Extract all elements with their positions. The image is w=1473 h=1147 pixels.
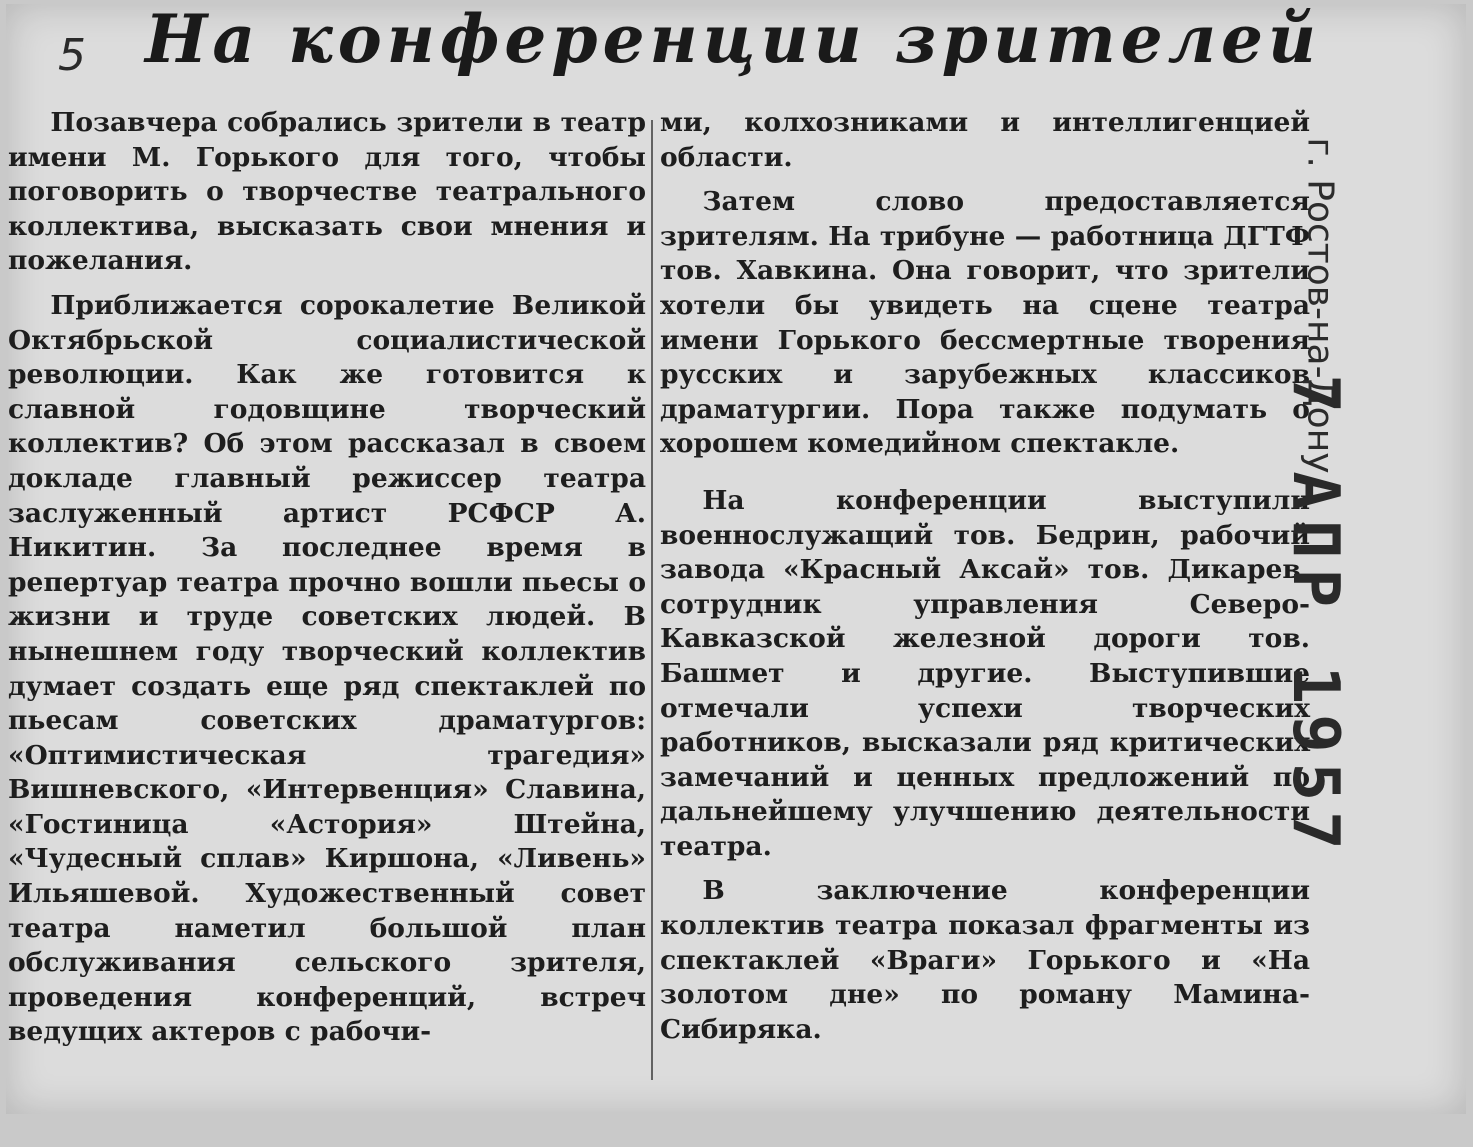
column-divider <box>651 120 653 1080</box>
article-left-column <box>8 106 646 1050</box>
paragraph: Приближается сорокалетие Великой Октябрьской социалистической революции. Как же готовится к славной годовщине творческий коллектив? Об этом рассказал в своем докладе главный режиссер театра заслуженный артист РСФСР А. Никитин. За последнее время в репертуар театра прочно вошли пьесы о жизни и труде советских людей. В нынешнем году творческий коллектив думает создать еще ряд спектаклей по пьесам советских драматургов: «Оптимистическая трагедия» Вишневского, «Интервенция» Славина, «Гостиница «Астория» Штейна, «Чудесный сплав» Киршона, «Ливень» Ильяшевой. Художественный совет театра наметил большой план обслуживания сельского зрителя, проведения конференций, встреч ведущих актеров с рабочи- <box>8 289 646 1048</box>
paragraph: На конференции выступили военнослужащий тов. Бедрин, рабочий завода «Красный Аксай» тов. Дикарев, сотрудник управления Северо-Кавказской железной дороги тов. Башмет и другие. Выступившие отмечали успехи творческих работников, высказали ряд критических замечаний и ценных предложений по дальнейшему улучшению деятельности театра. <box>660 484 1310 862</box>
stamp-date: 7 АПР 1957 <box>1278 374 1352 860</box>
paragraph-continuation: ми, колхозниками и интеллигенцией области. <box>660 107 1310 173</box>
paragraph: Затем слово предоставляется зрителям. На трибуне — работница ДГТФ тов. Хавкина. Она говорит, что зрители хотели бы увидеть на сцене театра имени Горького бессмертные творения русских и зарубежных классиков драматургии. Пора также подумать о хорошем комедийном спектакле. <box>660 186 1310 460</box>
handwritten-mark: 5 <box>58 30 86 81</box>
stamp-place: г. Ростов-на-Дону <box>1299 137 1341 474</box>
paragraph: В заключение конференции коллектив театра показал фрагменты из спектаклей «Враги» Горького и «На золотом дне» по роману Мамина-Сибиряка. <box>660 875 1310 1045</box>
headline: На конференции зрителей <box>145 0 1321 78</box>
paragraph: Позавчера собрались зрители в театр имени М. Горького для того, чтобы поговорить о творчестве театрального коллектива, высказать свои мнения и пожелания. <box>8 107 646 277</box>
article-right-column <box>660 106 1310 1047</box>
